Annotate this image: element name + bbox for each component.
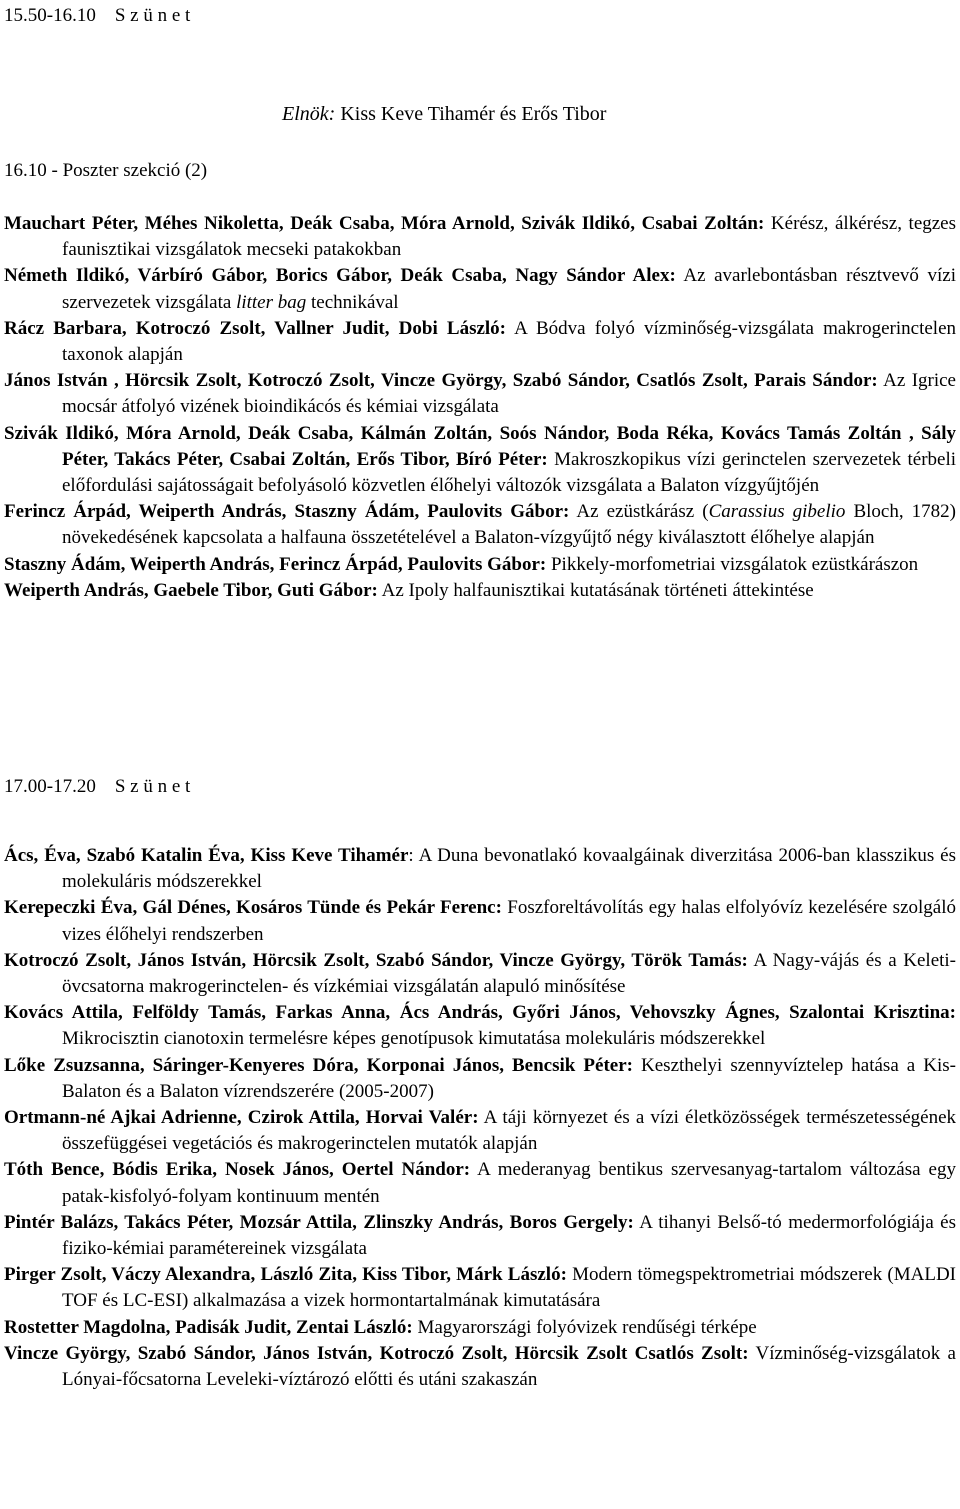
entry-authors: Ács, Éva, Szabó Katalin Éva, Kiss Keve Tihamér: [4, 845, 409, 866]
entry-authors: Staszny Ádám, Weiperth András, Ferincz Árpád, Paulovits Gábor:: [4, 553, 547, 575]
entry-title: Modern tömegspektrometriai módszerek (MALDI TOF és LC-ESI) alkalmazása a vizek hormontartalmának kimutatására: [62, 1264, 956, 1312]
session-title: 16.10 - Poszter szekció (2): [4, 160, 208, 181]
break-2: [4, 774, 190, 800]
entry-title: Vízminőség-vizsgálatok a Lónyai-főcsatorna Leveleki-víztározó előtti és utáni szakaszán: [62, 1342, 956, 1391]
list-item: [4, 1000, 956, 1052]
entry-title: Keszthelyi szennyvíztelep hatása a Kis-Balaton és a Balaton vízrendszerére (2005-2007): [62, 1054, 956, 1102]
entry-title: Az ezüstkárász (: [576, 501, 709, 523]
entry-title: Az Igrice mocsár átfolyó vizének bioindikácós és kémiai vizsgálata: [62, 370, 956, 418]
entry-authors: Ortmann-né Ajkai Adrienne, Czirok Attila, Horvai Valér:: [4, 1107, 479, 1129]
entry-authors: János István , Hörcsik Zsolt, Kotroczó Zsolt, Vincze György, Szabó Sándor, Csatlós Zsolt, Parais Sándor:: [4, 370, 878, 392]
list-item: [4, 421, 956, 500]
break-1-time: 15.50-16.10: [4, 5, 96, 26]
entry-authors: Weiperth András, Gaebele Tibor, Guti Gábor:: [4, 579, 378, 601]
entry-authors: Tóth Bence, Bódis Erika, Nosek János, Oertel Nándor:: [4, 1159, 471, 1181]
entry-title: Az avarlebontásban résztvevő vízi szervezetek vizsgálata: [62, 265, 957, 313]
session-entry-list: [4, 211, 956, 604]
break-1-label: S z ü n e t: [114, 5, 191, 26]
entry-authors: Rácz Barbara, Kotroczó Zsolt, Vallner Judit, Dobi László:: [4, 317, 507, 339]
chair-names: Kiss Keve Tihamér és Erős Tibor: [340, 103, 607, 125]
list-item: [4, 1105, 956, 1157]
list-item: [4, 499, 956, 551]
entry-authors: Kovács Attila, Felföldy Tamás, Farkas Anna, Ács András, Győri János, Vehovszky Ágnes, Szalontai Krisztina:: [4, 1002, 956, 1024]
list-item: [4, 843, 956, 895]
list-item: [4, 948, 956, 1000]
later-entry-list: [4, 843, 956, 1393]
break-2-label: S z ü n e t: [114, 776, 191, 797]
list-item: [4, 895, 956, 947]
list-item: [4, 316, 956, 368]
entry-authors: Mauchart Péter, Méhes Nikoletta, Deák Csaba, Móra Arnold, Szivák Ildikó, Csabai Zoltán:: [4, 213, 765, 234]
entry-authors: Ferincz Árpád, Weiperth András, Staszny Ádám, Paulovits Gábor:: [4, 501, 570, 523]
list-item: [4, 1262, 956, 1314]
entry-title: Magyarországi folyóvizek rendűségi térképe: [417, 1316, 757, 1338]
entry-title: A mederanyag bentikus szervesanyag-tartalom változása egy patak-kisfolyó-folyam kontinuum mentén: [62, 1159, 956, 1207]
entry-title-italic: litter bag: [236, 291, 307, 313]
break-2-time: 17.00-17.20: [4, 776, 96, 797]
entry-authors: Pintér Balázs, Takács Péter, Mozsár Attila, Zlinszky András, Boros Gergely:: [4, 1211, 634, 1233]
list-item: [4, 1210, 956, 1262]
chair-prefix: Elnök:: [282, 103, 336, 125]
entry-title-end: technikával: [311, 291, 399, 313]
entry-title: A tihanyi Belső-tó medermorfológiája és fiziko-kémiai paramétereinek vizsgálata: [62, 1211, 957, 1260]
list-item: [4, 552, 956, 578]
entry-authors: Rostetter Magdolna, Padisák Judit, Zentai László:: [4, 1316, 413, 1338]
entry-authors: Lőke Zsuzsanna, Sáringer-Kenyeres Dóra, Korponai János, Bencsik Péter:: [4, 1054, 633, 1076]
entry-authors: Vincze György, Szabó Sándor, János István, Kotroczó Zsolt, Hörcsik Zsolt Csatlós Zsolt:: [4, 1342, 749, 1364]
entry-authors: Kotroczó Zsolt, János István, Hörcsik Zsolt, Szabó Sándor, Vincze György, Török Tamás:: [4, 949, 748, 971]
entry-title-italic: Carassius gibelio: [708, 501, 846, 523]
entry-title: Makroszkopikus vízi gerinctelen szervezetek térbeli előfordulási sajátosságait befolyásoló közvetlen élőhelyi változók vizsgálata a Balaton vízgyűjtőjén: [62, 448, 957, 497]
entry-title: Pikkely-morfometriai vizsgálatok ezüstkárászon: [550, 553, 919, 575]
list-item: [4, 211, 956, 263]
list-item: [4, 1053, 956, 1105]
entry-separator: :: [408, 845, 414, 866]
entry-authors: Németh Ildikó, Várbíró Gábor, Borics Gábor, Deák Csaba, Nagy Sándor Alex:: [4, 265, 676, 287]
list-item: [4, 1157, 956, 1209]
entry-title: Mikrocisztin cianotoxin termelésre képes genotípusok kimutatása molekuláris módszerekkel: [62, 1028, 766, 1050]
entry-title: A Bódva folyó vízminőség-vizsgálata makrogerinctelen taxonok alapján: [62, 317, 956, 366]
entry-title: A Nagy-vájás és a Keleti-övcsatorna makrogerinctelen- és vízkémiai vizsgálatán alapuló minősítése: [62, 949, 957, 998]
entry-title: Kérész, álkérész, tegzes faunisztikai vizsgálatok mecseki patakokban: [62, 213, 957, 261]
break-1: [4, 3, 190, 29]
list-item: [4, 1315, 956, 1341]
entry-title: Az Ipoly halfaunisztikai kutatásának történeti áttekintése: [381, 579, 814, 601]
list-item: [4, 263, 956, 315]
session-chair: [282, 103, 606, 126]
entry-title: A Duna bevonatlakó kovaalgáinak diverzitása 2006-ban klasszikus és molekuláris módszerekkel: [62, 845, 956, 893]
entry-title: A táji környezet és a vízi életközösségek természetességének összefüggései vegetációs és makrogerinctelen mutatók alapján: [62, 1107, 957, 1155]
list-item: [4, 578, 956, 604]
list-item: [4, 1341, 956, 1393]
entry-authors: Kerepeczki Éva, Gál Dénes, Kosáros Tünde és Pekár Ferenc:: [4, 897, 502, 919]
list-item: [4, 368, 956, 420]
entry-title: Foszforeltávolítás egy halas elfolyóvíz kezelésére szolgáló vizes élőhelyi rendszerben: [62, 897, 957, 945]
entry-authors: Szivák Ildikó, Móra Arnold, Deák Csaba, Kálmán Zoltán, Soós Nándor, Boda Réka, Kovács Tamás Zoltán , Sály Péter, Takács Péter, Csabai Zoltán, Erős Tibor, Bíró Péter:: [4, 422, 956, 470]
entry-authors: Pirger Zsolt, Váczy Alexandra, László Zita, Kiss Tibor, Márk László:: [4, 1264, 567, 1286]
entry-title-end: Bloch, 1782) növekedésének kapcsolata a halfauna összetételével a Balaton-vízgyűjtő négy kiválasztott élőhelye alapján: [62, 501, 957, 549]
